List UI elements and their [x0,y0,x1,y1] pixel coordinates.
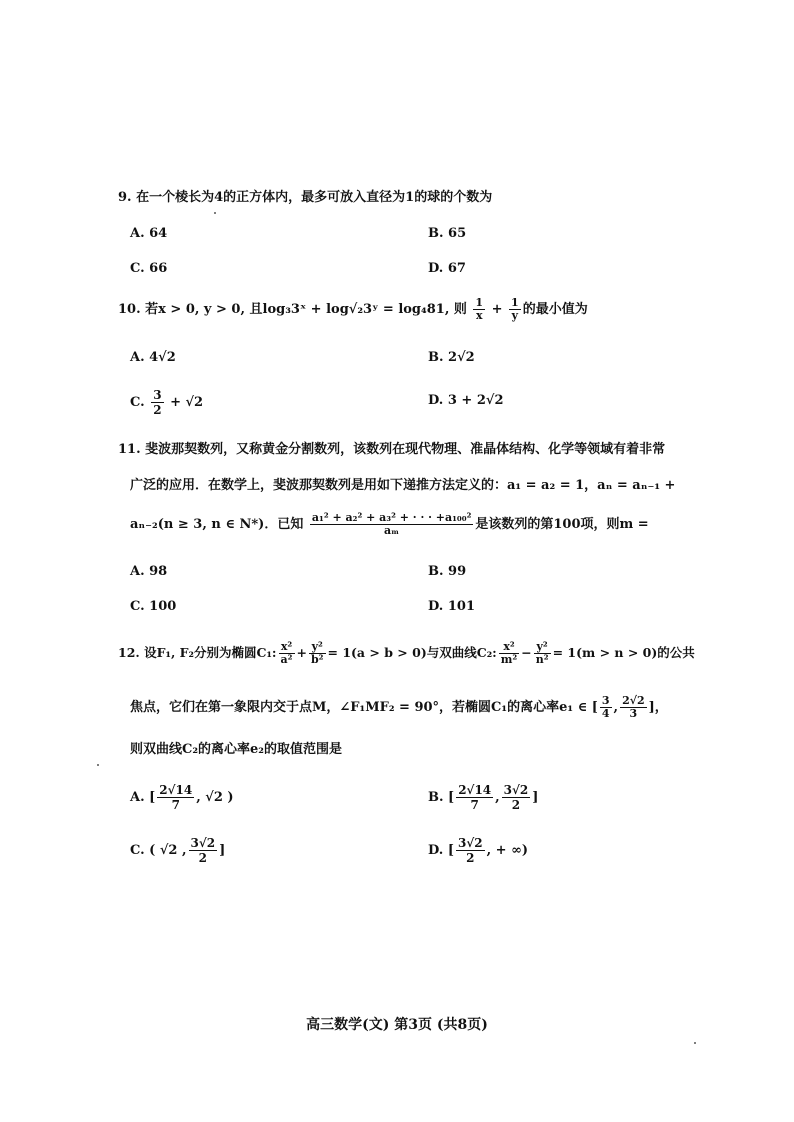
question-9-option-d: D. 67 [428,261,466,276]
q10-mid: , 则 [444,302,467,317]
q10-fraction-2: $\frac{1}{y}$ [511,296,519,322]
question-11-option-b: B. 99 [428,564,467,579]
question-11-option-c: C. 100 [130,599,177,614]
q12-option-b-fraction-1: $\frac{2√14}{7}$ [458,783,492,812]
question-11-line-2: 广泛的应用．在数学上，斐波那契数列是用如下递推方法定义的：a₁ = a₂ = 1，aₙ = aₙ₋₁ + [130,478,676,493]
question-10-option-c: C. $\frac{3}{2}$ + √2 [130,388,204,417]
q10-plus: + [491,302,503,317]
q12-option-a-fraction: $\frac{2√14}{7}$ [159,783,193,812]
question-12-option-d: D. [ $\frac{3√2}{2}$ , + ∞) [428,836,529,865]
q11-fraction: $\frac{\text{a₁² + a₂² + a₃² + · · · +a₁₀₀²}}{\text{aₘ}}$ [311,511,472,537]
q12-range-lower: $\frac{3}{4}$ [601,694,610,720]
question-12-option-b: B. [ $\frac{2√14}{7}$ , $\frac{3√2}{2}$ ] [428,783,539,812]
scan-speck [214,212,216,214]
q10-log-equation: log₃3ˣ + log√₂3ʸ = log₄81 [262,302,445,317]
question-12-line-2: 焦点，它们在第一象限内交于点M，∠F₁MF₂ = 90°，若椭圆C₁的离心率e₁ ∈ [ $\frac{3}{4}$ , $\frac{2√2}{3}$ ]， [130,694,668,720]
question-10-option-d: D. 3 + 2√2 [428,393,504,408]
q12-option-c-fraction: $\frac{3√2}{2}$ [190,836,216,865]
question-9-option-c: C. 66 [130,261,168,276]
question-9-option-b: B. 65 [428,226,467,241]
q12-ellipse-term-2: $\frac{\text{y²}}{\text{b²}}$ [310,640,324,666]
question-12-option-c: C. ( √2 , $\frac{3√2}{2}$ ] [130,836,226,865]
question-11-option-d: D. 101 [428,599,475,614]
q12-hyperbola-term-1: $\frac{\text{x²}}{\text{m²}}$ [500,640,518,666]
question-9-option-a: A. 64 [130,226,168,241]
q12-ellipse-term-1: $\frac{\text{x²}}{\text{a²}}$ [280,640,293,666]
question-9-stem: 9. 在一个棱长为4的正方体内，最多可放入直径为1的球的个数为 [118,190,493,205]
q12-hyperbola-term-2: $\frac{\text{y²}}{\text{n²}}$ [535,640,549,666]
question-11-option-a: A. 98 [130,564,168,579]
question-11-line-3: aₙ₋₂(n ≥ 3, n ∈ N*)．已知 $\frac{\text{a₁² + a₂² + a₃² + · · · +a₁₀₀²}}{\text{aₘ}}$ 是该数列的第100项，则m = [130,511,649,537]
question-10-stem [118,297,588,322]
q12-option-d-fraction: $\frac{3√2}{2}$ [458,836,483,865]
q10-prefix: 10. 若x > 0, y > 0, 且 [118,302,263,317]
scan-speck [694,1042,696,1044]
q10-suffix: 的最小值为 [522,302,588,317]
q10-option-c-fraction: $\frac{3}{2}$ [153,388,162,417]
question-10-option-a: A. 4√2 [130,350,176,365]
q10-fraction-1: $\frac{1}{x}$ [475,296,484,322]
question-12-line-3: 则双曲线C₂的离心率e₂的取值范围是 [130,742,343,757]
q12-option-b-fraction-2: $\frac{3√2}{2}$ [503,783,529,812]
scan-speck [97,764,99,766]
page-footer: 高三数学(文) 第3页 (共8页) [306,1017,488,1033]
q12-range-upper: $\frac{2√2}{3}$ [622,694,645,720]
question-11-line-1: 11. 斐波那契数列，又称黄金分割数列，该数列在现代物理、准晶体结构、化学等领域有着非常 [118,442,666,457]
question-10-option-b: B. 2√2 [428,350,475,365]
question-12-option-a: A. [ $\frac{2√14}{7}$ , √2 ) [130,783,234,812]
question-12-line-1: 12. 设F₁, F₂分别为椭圆C₁: $\frac{\text{x²}}{\text{a²}}$ + $\frac{\text{y²}}{\text{b²}}$ = 1(a > b > 0)与双曲线C₂: $\frac{\text{x²}}{\text{m²}}$ − $\frac{\text{y²}}{\text{n²}}$ = 1(m > n > 0)的公共 [118,640,695,666]
